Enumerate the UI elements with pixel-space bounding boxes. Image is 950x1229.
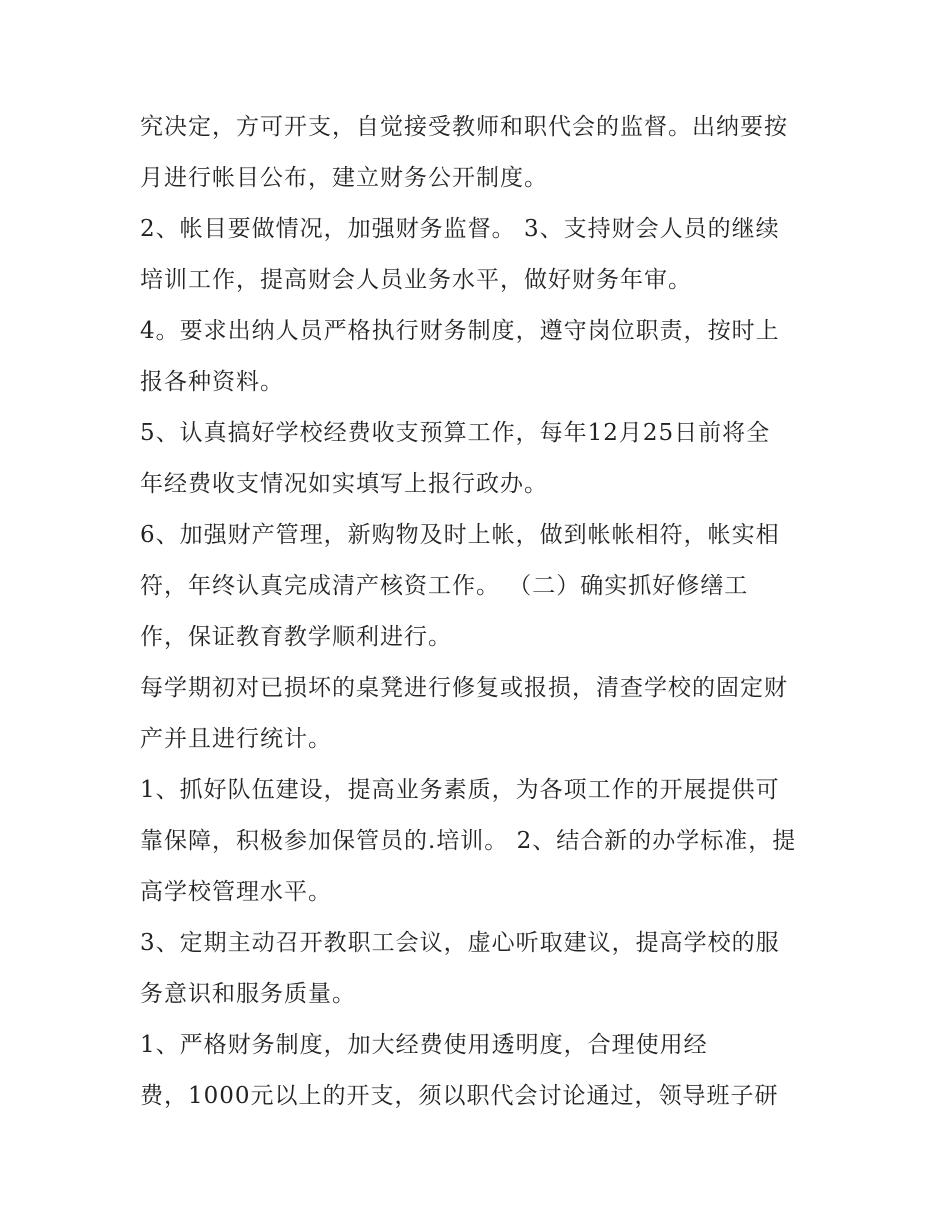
text-line: 产并且进行统计。	[140, 726, 332, 752]
text-line: 报各种资料。	[140, 369, 284, 395]
text-line: 每学期初对已损坏的桌凳进行修复或报损，清查学校的固定财	[140, 675, 788, 701]
document-body	[140, 102, 830, 1122]
text-line: 4。要求出纳人员严格执行财务制度，遵守岗位职责，按时上	[140, 318, 780, 344]
text-line: 月进行帐目公布，建立财务公开制度。	[140, 165, 548, 191]
text-line: 年经费收支情况如实填写上报行政办。	[140, 471, 548, 497]
text-line: 培训工作，提高财会人员业务水平，做好财务年审。	[140, 267, 692, 293]
text-line: 费，1000元以上的开支，须以职代会讨论通过，领导班子研	[140, 1083, 779, 1109]
text-line: 靠保障，积极参加保管员的.培训。 2、结合新的办学标准，提	[140, 828, 797, 854]
text-line: 5、认真搞好学校经费收支预算工作，每年12月25日前将全	[140, 420, 771, 446]
text-line: 1、抓好队伍建设，提高业务素质，为各项工作的开展提供可	[140, 777, 780, 803]
text-line: 究决定，方可开支，自觉接受教师和职代会的监督。出纳要按	[140, 114, 788, 140]
text-line: 1、严格财务制度，加大经费使用透明度，合理使用经	[140, 1032, 708, 1058]
text-line: 6、加强财产管理，新购物及时上帐，做到帐帐相符，帐实相	[140, 522, 780, 548]
text-line: 符，年终认真完成清产核资工作。 （二）确实抓好修缮工	[140, 573, 749, 599]
text-line: 3、定期主动召开教职工会议，虚心听取建议，提高学校的服	[140, 930, 780, 956]
text-line: 2、帐目要做情况，加强财务监督。 3、支持财会人员的继续	[140, 216, 780, 242]
text-line: 高学校管理水平。	[140, 879, 332, 905]
text-line: 务意识和服务质量。	[140, 981, 356, 1007]
text-line: 作，保证教育教学顺利进行。	[140, 624, 452, 650]
